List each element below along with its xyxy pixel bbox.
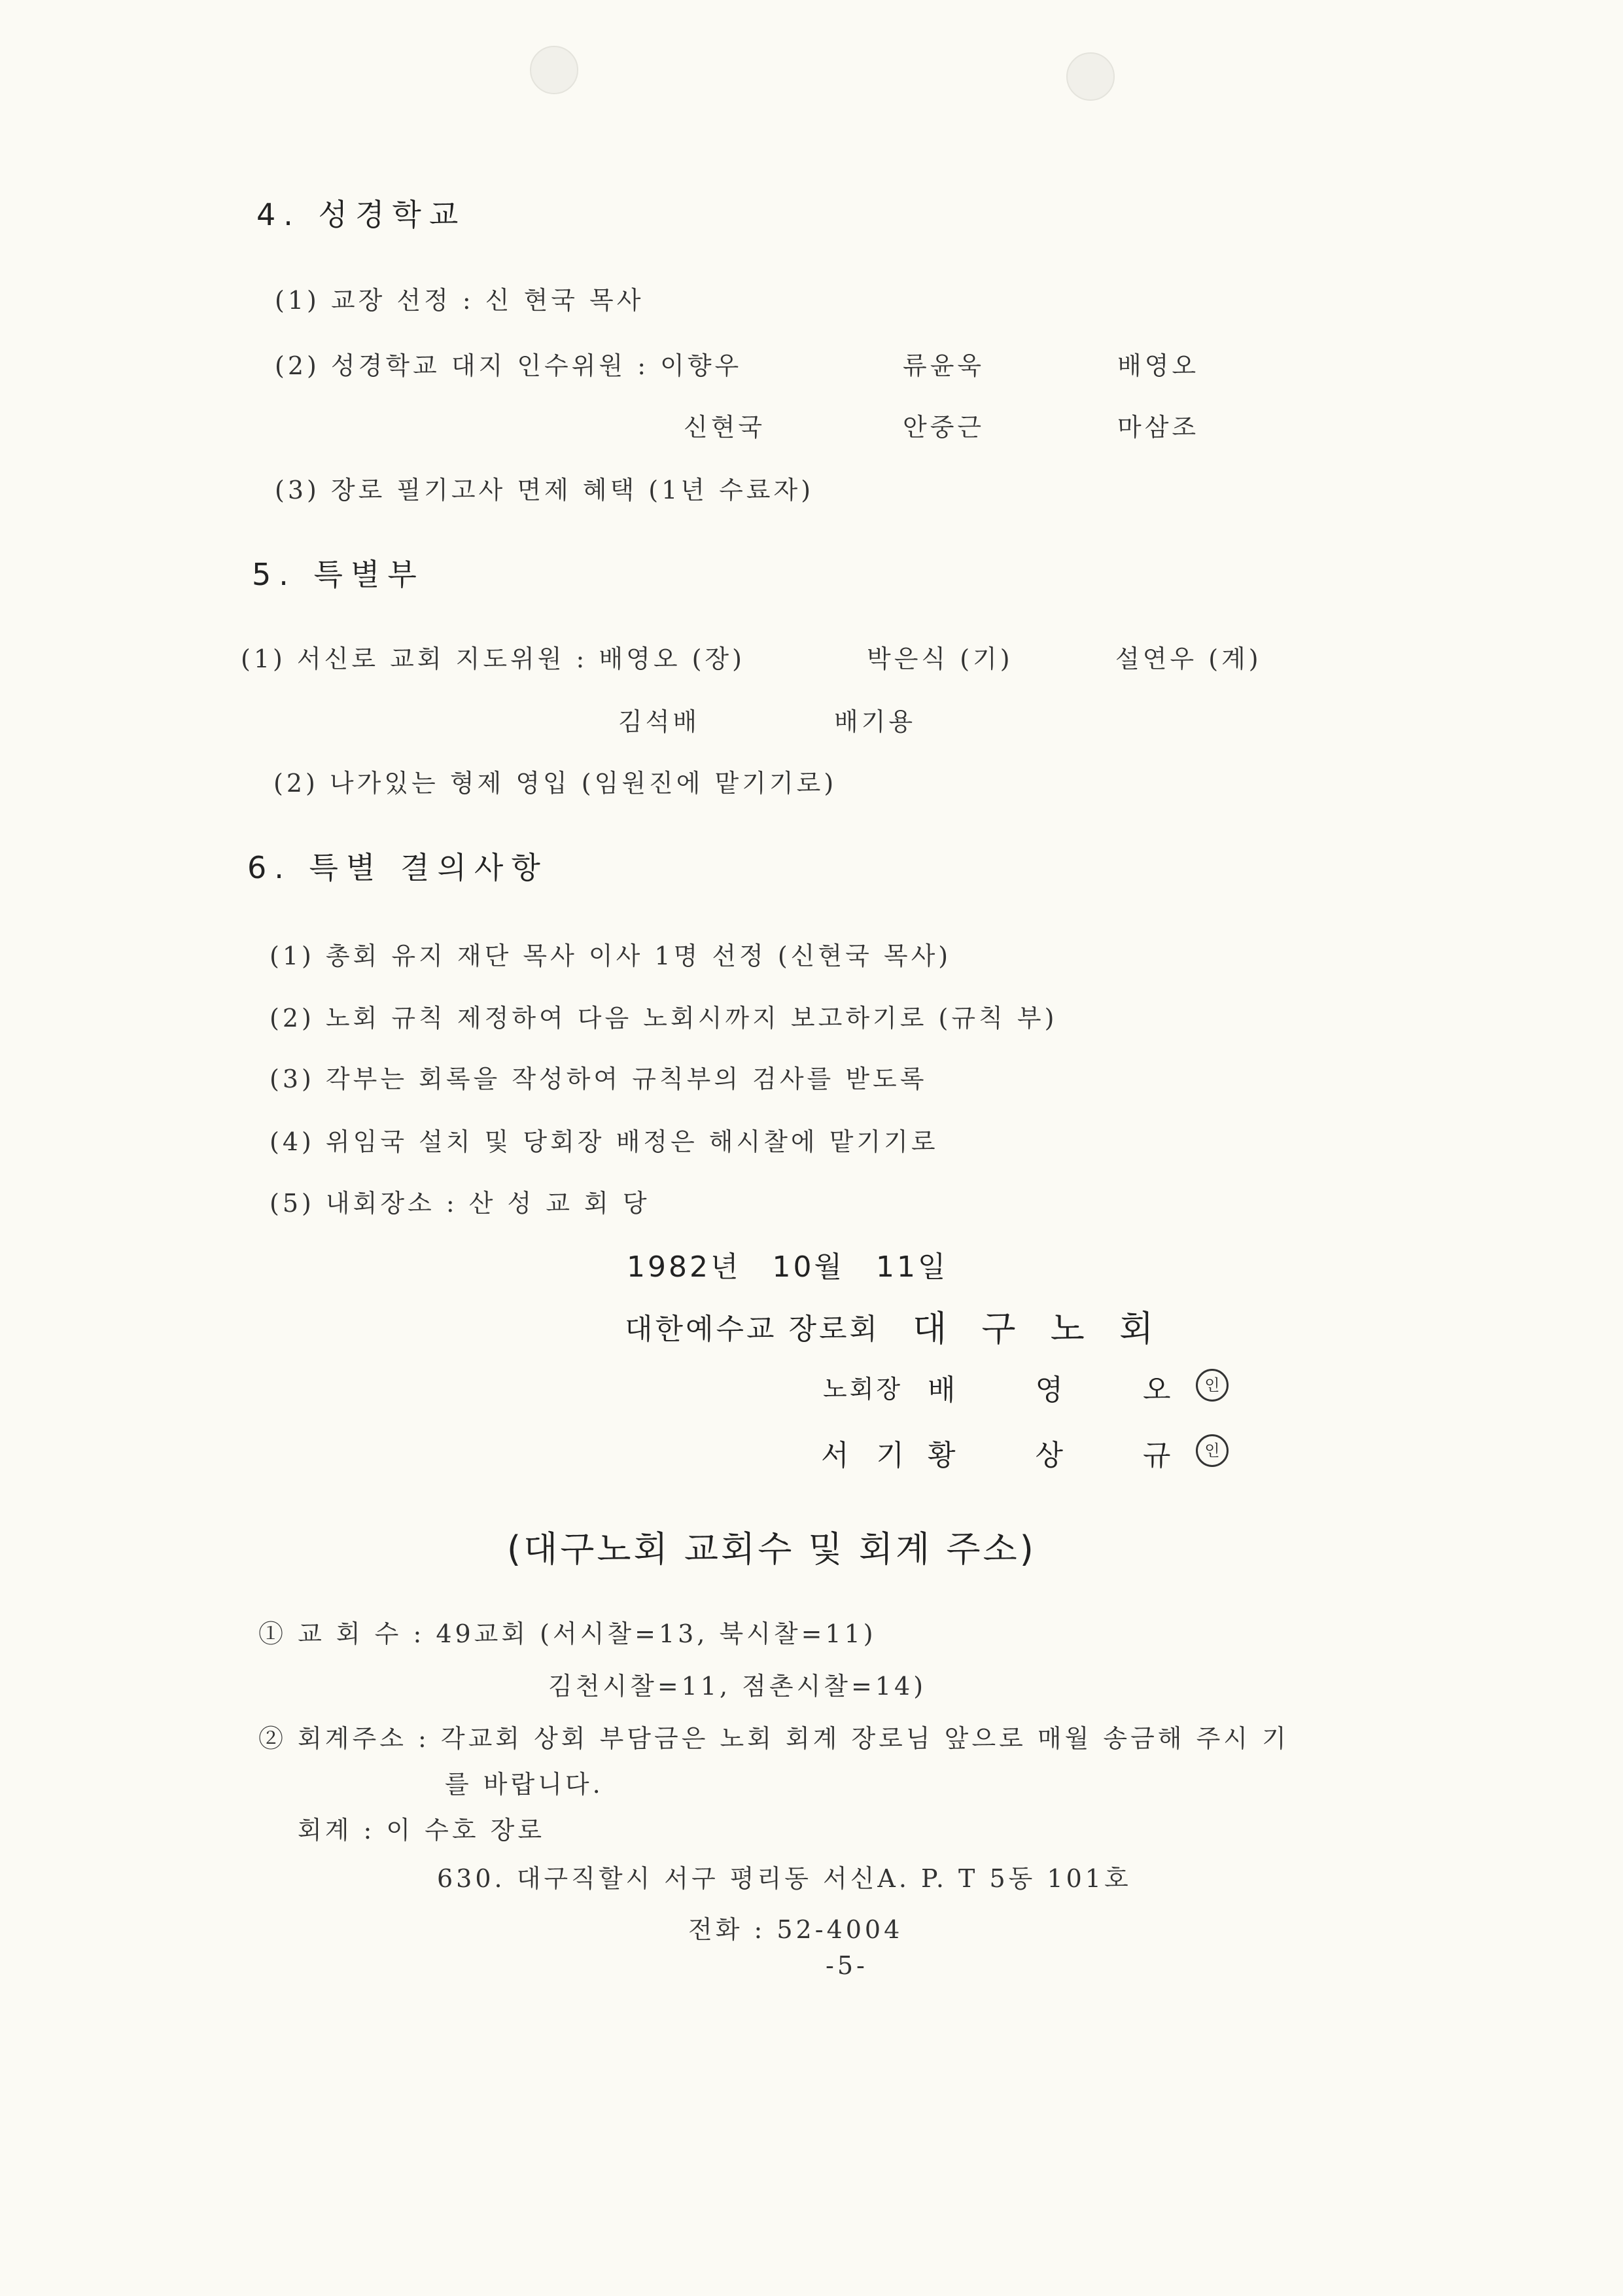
resolution-item: (2) 노회 규칙 제정하여 다음 노회시까지 보고하기로 (규칙 부) — [270, 1004, 1058, 1033]
phone-number: 전화 : 52-4004 — [688, 1915, 903, 1944]
church-count-line: ① 교 회 수 : 49교회 (서시찰=13, 북시찰=11) — [258, 1619, 877, 1648]
committee-member: 안중근 — [903, 413, 985, 442]
section-4-item-3: (3) 장로 필기고사 면제 혜택 (1년 수료자) — [275, 476, 814, 504]
section-5-heading: 5. 특별부 — [252, 557, 425, 592]
advisor-name: 김석배 — [618, 707, 701, 736]
clerk-title: 서 기 — [821, 1439, 907, 1472]
presbytery-name: 대 구 노 회 — [913, 1308, 1166, 1349]
moderator-seal: 인 — [1196, 1369, 1229, 1402]
organization-name: 대한예수교 장로회 — [625, 1313, 881, 1346]
resolution-item: (3) 각부는 회록을 작성하여 규칙부의 검사를 받도록 — [270, 1065, 928, 1093]
moderator-title: 노회장 — [823, 1375, 903, 1404]
committee-member: 신현국 — [684, 413, 766, 442]
section-6-heading: 6. 특별 결의사항 — [247, 850, 548, 885]
resolution-item: (5) 내회장소 : 산 성 교 회 당 — [270, 1189, 650, 1218]
advisor-name: 배기용 — [834, 707, 916, 736]
address-section-title: (대구노회 교회수 및 회계 주소) — [507, 1528, 1036, 1570]
committee-member: 류윤욱 — [903, 351, 985, 380]
section-4-item-2-label: (2) 성경학교 대지 인수위원 : 이향우 — [275, 351, 742, 380]
committee-member: 배영오 — [1117, 351, 1200, 380]
treasurer-address-line: ② 회계주소 : 각교회 상회 부담금은 노회 회계 장로님 앞으로 매월 송금해 주시 기 — [258, 1724, 1289, 1753]
treasurer-address-line-2: 를 바랍니다. — [445, 1770, 604, 1799]
section-5-item-1-label: (1) 서신로 교회 지도위원 : 배영오 (장) — [241, 645, 745, 673]
page-number: -5- — [826, 1951, 868, 1980]
resolution-item: (4) 위임국 설치 및 당회장 배정은 해시찰에 맡기기로 — [270, 1127, 939, 1156]
document-date: 1982년 10월 11일 — [627, 1250, 949, 1284]
clerk-seal: 인 — [1196, 1434, 1229, 1467]
resolution-item: (1) 총회 유지 재단 목사 이사 1명 선정 (신현국 목사) — [270, 942, 952, 970]
section-4-item-1: (1) 교장 선정 : 신 현국 목사 — [275, 286, 644, 315]
section-5-item-2: (2) 나가있는 형제 영입 (임원진에 맡기기로) — [273, 769, 837, 798]
section-4-heading: 4. 성경학교 — [256, 197, 466, 232]
clerk-name: 황 상 규 — [928, 1439, 1174, 1472]
advisor-name: 박은식 (기) — [867, 645, 1013, 673]
punch-hole — [530, 46, 578, 94]
advisor-name: 설연우 (계) — [1115, 645, 1262, 673]
church-count-line-2: 김천시찰=11, 점촌시찰=14) — [548, 1672, 927, 1701]
mailing-address: 630. 대구직할시 서구 평리동 서신A. P. T 5동 101호 — [437, 1864, 1132, 1893]
committee-member: 마삼조 — [1117, 413, 1200, 442]
moderator-name: 배 영 오 — [928, 1373, 1174, 1407]
treasurer-name: 회계 : 이 수호 장로 — [298, 1816, 546, 1845]
punch-hole — [1066, 52, 1115, 101]
